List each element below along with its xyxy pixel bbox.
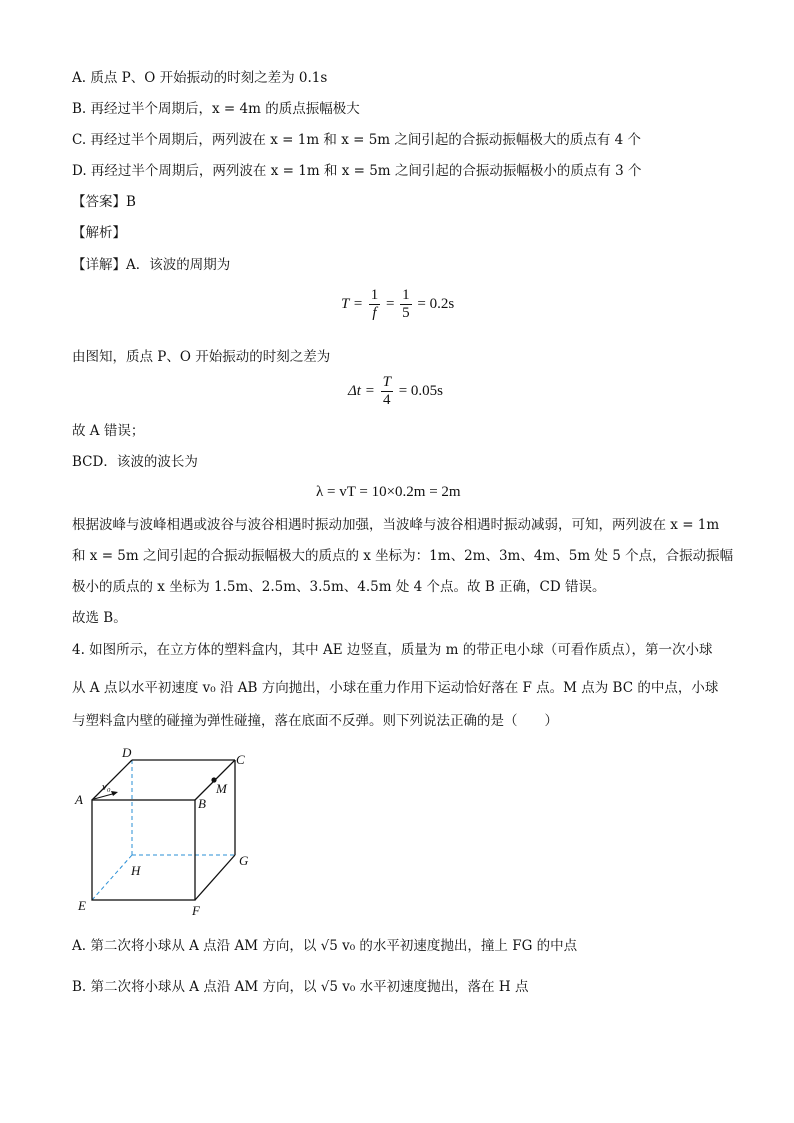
- eq2-lhs: Δt =: [348, 382, 375, 399]
- label-d: D: [122, 745, 132, 760]
- edge-fg: [195, 855, 235, 900]
- eq1-frac2: [400, 287, 412, 322]
- label-e: E: [78, 898, 86, 913]
- option-d-prev: D. 再经过半个周期后，两列波在 x = 1m 和 x = 5m 之间引起的合振动振幅极小的质点有 3 个: [72, 163, 642, 179]
- text-bcd: BCD．该波的波长为: [72, 454, 198, 470]
- q4-line-2: 从 A 点以水平初速度 v₀ 沿 AB 方向抛出，小球在重力作用下运动恰好落在 F 点。M 点为 BC 的中点，小球: [72, 680, 719, 696]
- option-b-prev: B. 再经过半个周期后，x = 4m 的质点振幅极大: [72, 101, 360, 117]
- eq1-frac2-num: 1: [402, 287, 410, 303]
- eq2-frac: [381, 374, 393, 409]
- text-time-diff: 由图知，质点 P、O 开始振动的时刻之差为: [72, 349, 331, 365]
- q4-line-3: 与塑料盒内壁的碰撞为弹性碰撞，落在底面不反弹。则下列说法正确的是（ ）: [72, 713, 558, 729]
- eq1-frac2-den: 5: [402, 305, 410, 321]
- analysis-label: 【解析】: [72, 225, 126, 241]
- eq1-frac1-num: 1: [370, 287, 379, 303]
- label-h: H: [131, 863, 141, 878]
- q4-option-b: B. 第二次将小球从 A 点沿 AM 方向，以 √5 v₀ 水平初速度抛出，落在 H 点: [72, 979, 529, 995]
- label-f: F: [192, 903, 200, 918]
- label-a: A: [75, 792, 83, 807]
- explain-line-2: 和 x = 5m 之间引起的合振动振幅极大的质点的 x 坐标为：1m、2m、3m、4m、5m 处 5 个点，合振动振幅: [72, 548, 734, 564]
- equation-wavelength: λ = vT = 10×0.2m = 2m: [316, 484, 461, 500]
- label-b: B: [198, 796, 206, 811]
- eq1-rhs: = 0.2s: [417, 295, 455, 312]
- front-face: [92, 800, 195, 900]
- eq1-frac1-den: f: [372, 305, 377, 321]
- equation-period: [341, 287, 454, 322]
- eq2-rhs: = 0.05s: [398, 382, 443, 399]
- option-a-prev: A. 质点 P、O 开始振动的时刻之差为 0.1s: [72, 70, 328, 86]
- detail-a: 【详解】A．该波的周期为: [72, 257, 231, 273]
- eq2-num: T: [382, 374, 391, 390]
- answer-line: 【答案】B: [72, 194, 136, 210]
- explain-line-3: 极小的质点的 x 坐标为 1.5m、2.5m、3.5m、4.5m 处 4 个点。故 B 正确，CD 错误。: [72, 579, 606, 595]
- text-a-wrong: 故 A 错误；: [72, 423, 145, 439]
- q4-option-a: A. 第二次将小球从 A 点沿 AM 方向，以 √5 v₀ 的水平初速度抛出，撞上 FG 的中点: [72, 938, 578, 954]
- q4-line-1: 4. 如图所示，在立方体的塑料盒内，其中 AE 边竖直，质量为 m 的带正电小球（可看作质点），第一次小球: [72, 642, 713, 658]
- label-m: M: [216, 781, 227, 796]
- explain-line-1: 根据波峰与波峰相遇或波谷与波谷相遇时振动加强，当波峰与波谷相遇时振动减弱，可知，两列波在 x = 1m: [72, 517, 720, 533]
- eq1-equals: =: [385, 295, 395, 312]
- label-v0: v₀: [102, 781, 111, 793]
- eq1-frac1: [369, 287, 381, 322]
- option-c-prev: C. 再经过半个周期后，两列波在 x = 1m 和 x = 5m 之间引起的合振动振幅极大的质点有 4 个: [72, 132, 642, 148]
- choose-line: 故选 B。: [72, 610, 127, 626]
- eq2-den: 4: [383, 392, 391, 408]
- arrow-head-icon: [111, 791, 118, 796]
- eq1-lhs: T =: [341, 295, 363, 312]
- label-g: G: [239, 853, 249, 868]
- label-c: C: [236, 752, 245, 767]
- cube-figure: [70, 740, 270, 925]
- edge-eh: [92, 855, 132, 900]
- equation-delta-t: [348, 374, 443, 409]
